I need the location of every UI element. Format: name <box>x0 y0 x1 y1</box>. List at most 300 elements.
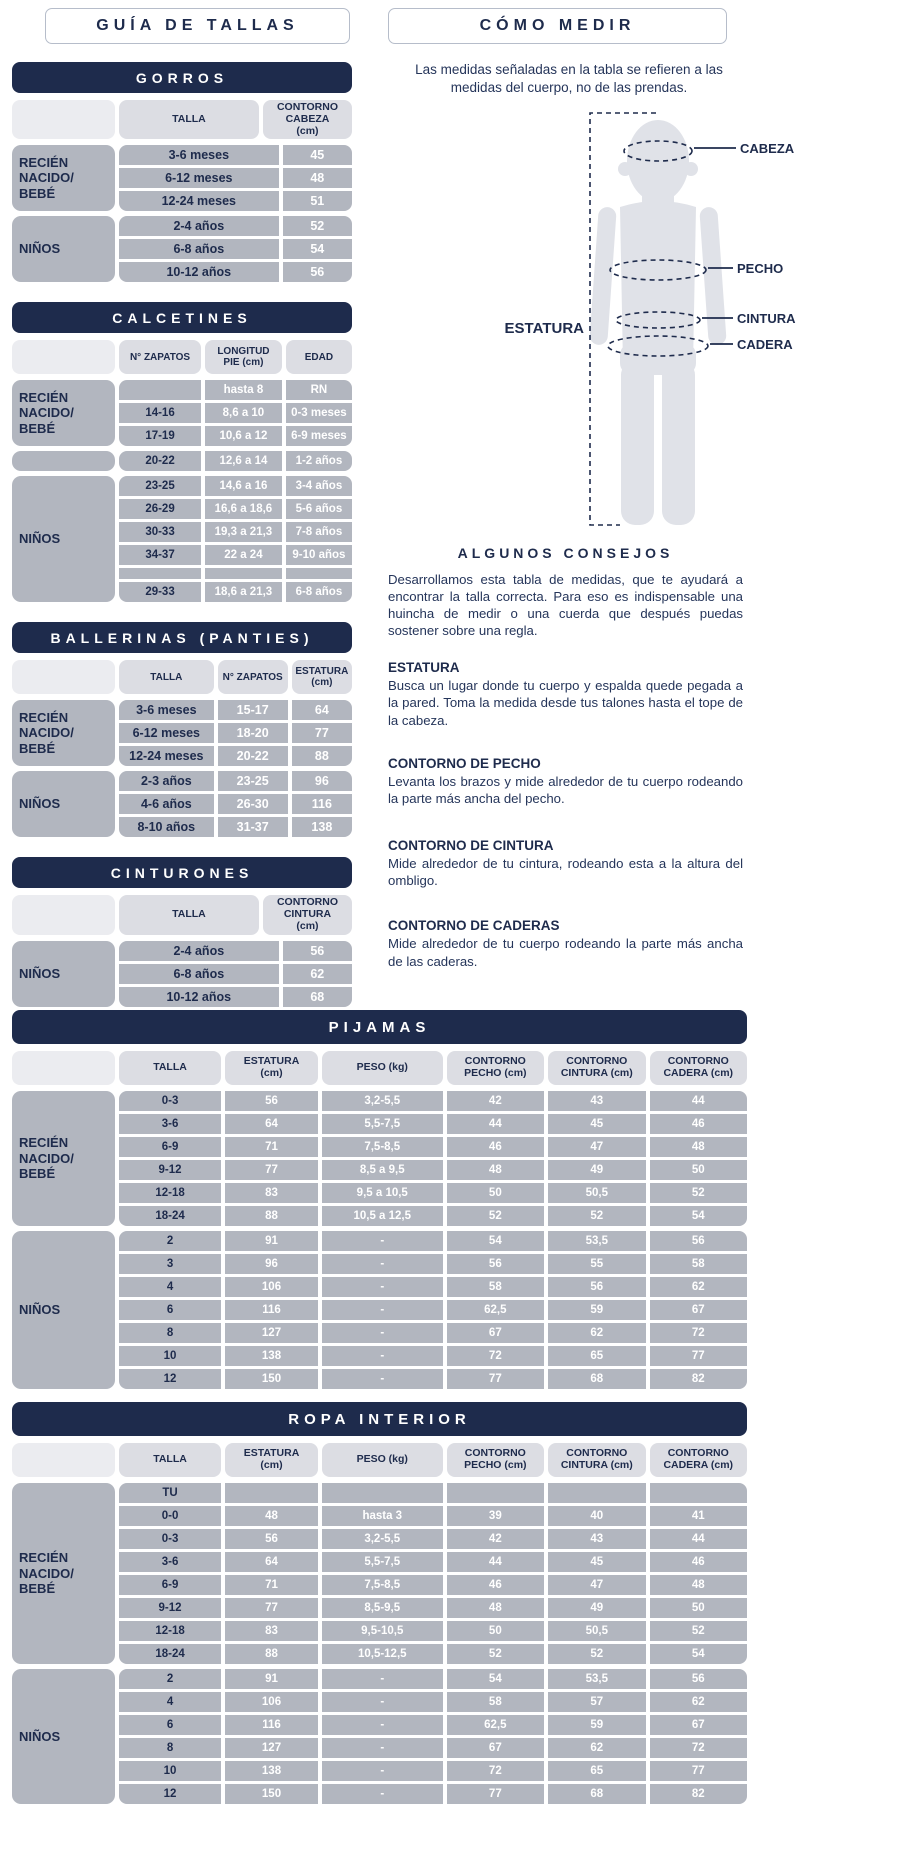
table-cell: - <box>322 1738 443 1758</box>
table-corner-cell <box>12 100 115 139</box>
column-header: CONTORNO PECHO (cm) <box>447 1443 544 1477</box>
table-cell: 138 <box>225 1346 318 1366</box>
table-row-group <box>12 1669 747 1804</box>
advice-pecho-body: Levanta los brazos y mide alrededor de tu cuerpo rodeando la parte más ancha del pecho. <box>388 773 743 806</box>
table-cell: 6 <box>119 1300 221 1320</box>
consejos-title: ALGUNOS CONSEJOS <box>457 544 674 561</box>
table-cell: 9,5-10,5 <box>322 1621 443 1641</box>
table-row <box>119 380 352 400</box>
table-cell: 50 <box>447 1183 544 1203</box>
table-cell: 26-29 <box>119 499 201 519</box>
table-cell: 6 <box>119 1715 221 1735</box>
table-cell: 52 <box>447 1644 544 1664</box>
column-header: EDAD <box>286 340 352 374</box>
table-row <box>119 168 352 188</box>
table-row <box>119 262 352 282</box>
table-cell: 77 <box>225 1160 318 1180</box>
advice-estatura <box>388 660 800 728</box>
table-row <box>119 1621 747 1641</box>
table-row <box>119 145 352 165</box>
gorros-section <box>12 62 352 282</box>
table-cell: 53,5 <box>548 1231 645 1251</box>
table-header-row <box>12 1443 747 1477</box>
table-row <box>119 1323 747 1343</box>
table-row-group <box>12 1483 747 1664</box>
table-cell: 30-33 <box>119 522 201 542</box>
table-cell: 71 <box>225 1575 318 1595</box>
table-cell: 52 <box>283 216 352 236</box>
table-cell: 116 <box>225 1715 318 1735</box>
table-header-row <box>12 895 352 934</box>
table-cell: 46 <box>650 1114 747 1134</box>
table-corner-cell <box>12 340 115 374</box>
column-header: N° ZAPATOS <box>119 340 201 374</box>
table-cell: 6-12 meses <box>119 168 279 188</box>
table-cell: 26-30 <box>218 794 288 814</box>
table-cell: 3-6 <box>119 1552 221 1572</box>
table-cell: 10 <box>119 1346 221 1366</box>
table-corner-cell <box>12 895 115 934</box>
column-header: TALLA <box>119 1443 221 1477</box>
column-header: LONGITUD PIE (cm) <box>205 340 282 374</box>
table-row <box>119 451 352 471</box>
table-cell: 65 <box>548 1761 645 1781</box>
table-cell: 10-12 años <box>119 987 279 1007</box>
advice-contorno-caderas <box>388 918 800 969</box>
table-cell: 49 <box>548 1160 645 1180</box>
group-label: NIÑOS <box>12 941 115 1007</box>
table-row <box>119 1254 747 1274</box>
table-cell: 77 <box>292 723 352 743</box>
cinturones-section <box>12 857 352 1006</box>
table-row <box>119 1183 747 1203</box>
table-cell: 6-9 meses <box>286 426 352 446</box>
pijamas-table <box>12 1051 747 1389</box>
table-cell: 44 <box>447 1114 544 1134</box>
table-cell: 9,5 a 10,5 <box>322 1183 443 1203</box>
table-cell: 6-9 <box>119 1575 221 1595</box>
table-header-row <box>12 340 352 374</box>
table-row-group <box>12 451 352 471</box>
table-cell: 3-6 meses <box>119 145 279 165</box>
table-cell: 83 <box>225 1183 318 1203</box>
table-cell: 6-9 <box>119 1137 221 1157</box>
table-cell: - <box>322 1784 443 1804</box>
group-rows <box>119 1483 747 1664</box>
gorros-section-header: GORROS <box>12 62 352 93</box>
table-cell: 4 <box>119 1692 221 1712</box>
table-row-group <box>12 1091 747 1226</box>
table-row <box>119 941 352 961</box>
table-cell: 58 <box>447 1692 544 1712</box>
table-cell: 91 <box>225 1669 318 1689</box>
table-row <box>119 1552 747 1572</box>
table-cell: 6-12 meses <box>119 723 214 743</box>
table-cell: 50 <box>650 1598 747 1618</box>
table-cell: 3,2-5,5 <box>322 1091 443 1111</box>
table-cell: 50,5 <box>548 1183 645 1203</box>
table-cell: 5-6 años <box>286 499 352 519</box>
table-row <box>119 1206 747 1226</box>
table-cell: 12 <box>119 1369 221 1389</box>
group-label: NIÑOS <box>12 476 115 602</box>
table-cell: - <box>322 1761 443 1781</box>
ropa-interior-section-header: ROPA INTERIOR <box>12 1402 747 1436</box>
table-cell: 71 <box>225 1137 318 1157</box>
table-row <box>119 987 352 1007</box>
table-cell: 5,5-7,5 <box>322 1552 443 1572</box>
table-cell: 10 <box>119 1761 221 1781</box>
table-cell: 62 <box>650 1277 747 1297</box>
table-cell: 45 <box>283 145 352 165</box>
table-cell: 48 <box>225 1506 318 1526</box>
table-cell: 12-24 meses <box>119 746 214 766</box>
group-rows <box>119 1231 747 1389</box>
table-cell: 56 <box>447 1254 544 1274</box>
group-label: NIÑOS <box>12 1669 115 1804</box>
table-cell: hasta 8 <box>205 380 282 400</box>
table-cell: 96 <box>225 1254 318 1274</box>
table-cell: 23-25 <box>218 771 288 791</box>
table-cell <box>650 1483 747 1503</box>
table-cell: 72 <box>650 1323 747 1343</box>
cadera-label: CADERA <box>737 336 793 352</box>
table-row <box>119 426 352 446</box>
table-cell: 62 <box>548 1738 645 1758</box>
table-cell: 67 <box>650 1300 747 1320</box>
table-cell: - <box>322 1369 443 1389</box>
table-cell: 88 <box>292 746 352 766</box>
group-label: NIÑOS <box>12 771 115 837</box>
table-cell: 88 <box>225 1644 318 1664</box>
table-cell: 48 <box>650 1137 747 1157</box>
table-cell: 82 <box>650 1784 747 1804</box>
table-cell: 52 <box>548 1644 645 1664</box>
table-cell: 9-12 <box>119 1598 221 1618</box>
table-row <box>119 1715 747 1735</box>
full-width-tables <box>0 1010 747 1804</box>
table-cell: 59 <box>548 1715 645 1735</box>
column-header: CONTORNO CINTURA (cm) <box>548 1443 645 1477</box>
table-cell: - <box>322 1346 443 1366</box>
table-row <box>119 1160 747 1180</box>
table-cell: 12,6 a 14 <box>205 451 282 471</box>
page-title-right: CÓMO MEDIR <box>388 8 727 44</box>
table-cell: 10,6 a 12 <box>205 426 282 446</box>
table-cell: 77 <box>650 1761 747 1781</box>
table-cell: 18-20 <box>218 723 288 743</box>
table-cell: 8,5-9,5 <box>322 1598 443 1618</box>
table-cell: 138 <box>292 817 352 837</box>
table-cell: 57 <box>548 1692 645 1712</box>
table-cell: 48 <box>650 1575 747 1595</box>
table-row-group <box>12 145 352 211</box>
cinturones-table <box>12 895 352 1006</box>
table-cell: 6-8 años <box>119 239 279 259</box>
table-cell: 54 <box>283 239 352 259</box>
table-cell: 7,5-8,5 <box>322 1575 443 1595</box>
ropa-interior-table <box>12 1443 747 1804</box>
table-row <box>119 1346 747 1366</box>
page-title-left: GUÍA DE TALLAS <box>45 8 350 44</box>
table-row <box>119 1669 747 1689</box>
advice-caderas-title: CONTORNO DE CADERAS <box>388 918 560 934</box>
table-cell: 43 <box>548 1091 645 1111</box>
column-header: TALLA <box>119 100 259 139</box>
gorros-table <box>12 100 352 282</box>
table-row <box>119 1231 747 1251</box>
group-rows <box>119 451 352 471</box>
table-cell: 9-12 <box>119 1160 221 1180</box>
ballerinas-section-header: BALLERINAS (PANTIES) <box>12 622 352 653</box>
table-cell: 41 <box>650 1506 747 1526</box>
column-header: TALLA <box>119 895 259 934</box>
table-cell: 16,6 a 18,6 <box>205 499 282 519</box>
table-cell: 12-24 meses <box>119 191 279 211</box>
table-cell: 116 <box>292 794 352 814</box>
table-cell: 42 <box>447 1091 544 1111</box>
table-cell: 83 <box>225 1621 318 1641</box>
table-cell: 19,3 a 21,3 <box>205 522 282 542</box>
table-row-group <box>12 771 352 837</box>
table-cell: 42 <box>447 1529 544 1549</box>
table-cell: 127 <box>225 1323 318 1343</box>
table-cell: 45 <box>548 1552 645 1572</box>
table-cell: - <box>322 1323 443 1343</box>
table-cell: 14,6 a 16 <box>205 476 282 496</box>
table-cell: 10-12 años <box>119 262 279 282</box>
table-cell: 2 <box>119 1669 221 1689</box>
table-cell: 3 <box>119 1254 221 1274</box>
table-cell: 54 <box>650 1644 747 1664</box>
table-cell: 5,5-7,5 <box>322 1114 443 1134</box>
column-header: N° ZAPATOS <box>218 660 288 694</box>
table-cell: 52 <box>650 1621 747 1641</box>
group-label: RECIÉN NACIDO/ BEBÉ <box>12 380 115 446</box>
group-rows <box>119 380 352 446</box>
pecho-label: PECHO <box>737 260 784 276</box>
table-cell: - <box>322 1669 443 1689</box>
table-cell: 62 <box>548 1323 645 1343</box>
group-rows <box>119 1669 747 1804</box>
table-cell: 3-6 meses <box>119 700 214 720</box>
table-cell: 0-3 meses <box>286 403 352 423</box>
table-cell <box>205 568 282 579</box>
table-cell: 43 <box>548 1529 645 1549</box>
table-row <box>119 700 352 720</box>
table-cell: 18,6 a 21,3 <box>205 582 282 602</box>
advice-caderas-body: Mide alrededor de tu cuerpo rodeando la parte más ancha de las caderas. <box>388 936 743 969</box>
table-cell: - <box>322 1300 443 1320</box>
table-cell: 72 <box>447 1346 544 1366</box>
table-cell: RN <box>286 380 352 400</box>
table-cell: 48 <box>447 1598 544 1618</box>
table-cell: 46 <box>650 1552 747 1572</box>
table-cell: 18-24 <box>119 1644 221 1664</box>
cintura-label: CINTURA <box>737 310 796 326</box>
table-cell: 54 <box>447 1669 544 1689</box>
table-cell: 47 <box>548 1137 645 1157</box>
table-cell: 14-16 <box>119 403 201 423</box>
table-cell: 65 <box>548 1346 645 1366</box>
group-label: NIÑOS <box>12 1231 115 1389</box>
table-header-row <box>12 660 352 694</box>
table-cell <box>447 1483 544 1503</box>
calcetines-section-header: CALCETINES <box>12 302 352 333</box>
table-cell: 1-2 años <box>286 451 352 471</box>
group-rows <box>119 216 352 282</box>
cabeza-label: CABEZA <box>740 140 795 156</box>
table-cell: 44 <box>650 1091 747 1111</box>
column-header: PESO (kg) <box>322 1443 443 1477</box>
table-cell: 44 <box>650 1529 747 1549</box>
table-cell: 23-25 <box>119 476 201 496</box>
table-cell: 34-37 <box>119 545 201 565</box>
table-cell: 67 <box>447 1738 544 1758</box>
column-header: CONTORNO CINTURA (cm) <box>548 1051 645 1085</box>
table-cell: 138 <box>225 1761 318 1781</box>
table-row-group <box>12 941 352 1007</box>
table-cell: 77 <box>447 1369 544 1389</box>
table-cell: - <box>322 1231 443 1251</box>
table-cell: 62 <box>283 964 352 984</box>
table-cell: 8 <box>119 1738 221 1758</box>
table-cell: 3,2-5,5 <box>322 1529 443 1549</box>
table-cell: 96 <box>292 771 352 791</box>
table-cell: 82 <box>650 1369 747 1389</box>
group-rows <box>119 145 352 211</box>
table-row <box>119 1761 747 1781</box>
group-rows <box>119 941 352 1007</box>
column-header: CONTORNO CINTURA (cm) <box>263 895 352 934</box>
table-cell: 67 <box>650 1715 747 1735</box>
group-label <box>12 451 115 471</box>
column-header: TALLA <box>119 1051 221 1085</box>
table-cell: 62,5 <box>447 1715 544 1735</box>
table-cell: 77 <box>447 1784 544 1804</box>
estatura-label: ESTATURA <box>504 319 584 337</box>
column-header: CONTORNO CABEZA (cm) <box>263 100 352 139</box>
table-cell: 2 <box>119 1231 221 1251</box>
group-label: RECIÉN NACIDO/ BEBÉ <box>12 1091 115 1226</box>
table-cell: 10,5-12,5 <box>322 1644 443 1664</box>
table-cell: 6-8 años <box>119 964 279 984</box>
table-cell: 6-8 años <box>286 582 352 602</box>
group-label: NIÑOS <box>12 216 115 282</box>
table-cell: 52 <box>548 1206 645 1226</box>
table-row <box>119 1277 747 1297</box>
table-row <box>119 1692 747 1712</box>
table-cell: 12-18 <box>119 1183 221 1203</box>
table-cell: 17-19 <box>119 426 201 446</box>
table-row <box>119 964 352 984</box>
column-header: CONTORNO CADERA (cm) <box>650 1051 747 1085</box>
table-cell: 52 <box>447 1206 544 1226</box>
table-cell <box>119 380 201 400</box>
table-row <box>119 1784 747 1804</box>
ballerinas-section <box>12 622 352 837</box>
table-header-row <box>12 1051 747 1085</box>
table-cell: 20-22 <box>119 451 201 471</box>
table-row <box>119 1598 747 1618</box>
table-row <box>119 216 352 236</box>
body-measurement-diagram <box>388 103 800 535</box>
table-row-group <box>12 476 352 602</box>
table-row <box>119 1300 747 1320</box>
table-cell: 50 <box>650 1160 747 1180</box>
table-row <box>119 1369 747 1389</box>
table-row-group <box>12 1231 747 1389</box>
table-cell: 64 <box>225 1552 318 1572</box>
table-cell: 52 <box>650 1183 747 1203</box>
table-cell: 150 <box>225 1784 318 1804</box>
size-tables-column <box>12 8 352 1010</box>
table-cell: 29-33 <box>119 582 201 602</box>
advice-cintura-body: Mide alrededor de tu cintura, rodeando esta a la altura del ombligo. <box>388 856 743 889</box>
table-corner-cell <box>12 1443 115 1477</box>
table-row <box>119 746 352 766</box>
table-cell: 72 <box>650 1738 747 1758</box>
measuring-intro-text: Las medidas señaladas en la tabla se refieren a las medidas del cuerpo, no de las prendas. <box>415 62 723 95</box>
table-row <box>119 1091 747 1111</box>
advice-contorno-pecho <box>388 756 800 807</box>
table-cell: 18-24 <box>119 1206 221 1226</box>
table-cell: 7,5-8,5 <box>322 1137 443 1157</box>
advice-estatura-body: Busca un lugar donde tu cuerpo y espalda quede pegada a la pared. Toma la medida desde tus talones hasta el tope de la cabeza. <box>388 678 743 728</box>
ropa-interior-section <box>12 1402 747 1804</box>
table-cell: 40 <box>548 1506 645 1526</box>
column-header: ESTATURA (cm) <box>292 660 352 694</box>
table-header-row <box>12 100 352 139</box>
table-row <box>119 476 352 496</box>
group-rows <box>119 1091 747 1226</box>
table-cell: 2-3 años <box>119 771 214 791</box>
table-cell: 0-3 <box>119 1529 221 1549</box>
pijamas-section-header: PIJAMAS <box>12 1010 747 1044</box>
advice-estatura-title: ESTATURA <box>388 660 460 676</box>
table-row <box>119 522 352 542</box>
table-cell: 127 <box>225 1738 318 1758</box>
table-cell: 56 <box>650 1669 747 1689</box>
table-cell: - <box>322 1692 443 1712</box>
table-row <box>119 582 352 602</box>
table-cell <box>322 1483 443 1503</box>
group-label: RECIÉN NACIDO/ BEBÉ <box>12 1483 115 1664</box>
table-cell: 12 <box>119 1784 221 1804</box>
table-cell: 58 <box>447 1277 544 1297</box>
consejos-intro-text: Desarrollamos esta tabla de medidas, que te ayudará a encontrar la talla correcta. Para eso es indispensable una huincha de medir o una cuerda que después puedas sostener sobre una regla. <box>388 571 743 639</box>
table-cell: - <box>322 1715 443 1735</box>
column-header: TALLA <box>119 660 214 694</box>
ballerinas-table <box>12 660 352 837</box>
table-cell: 68 <box>548 1784 645 1804</box>
table-row <box>119 239 352 259</box>
table-cell: 106 <box>225 1692 318 1712</box>
table-cell: 8,6 a 10 <box>205 403 282 423</box>
table-cell: 56 <box>548 1277 645 1297</box>
table-cell: 62,5 <box>447 1300 544 1320</box>
table-cell <box>286 568 352 579</box>
table-cell: 58 <box>650 1254 747 1274</box>
table-row <box>119 794 352 814</box>
cinturones-section-header: CINTURONES <box>12 857 352 888</box>
table-row <box>119 723 352 743</box>
table-cell: 62 <box>650 1692 747 1712</box>
calcetines-section <box>12 302 352 602</box>
table-cell: 50,5 <box>548 1621 645 1641</box>
table-cell: TU <box>119 1483 221 1503</box>
table-cell: 106 <box>225 1277 318 1297</box>
